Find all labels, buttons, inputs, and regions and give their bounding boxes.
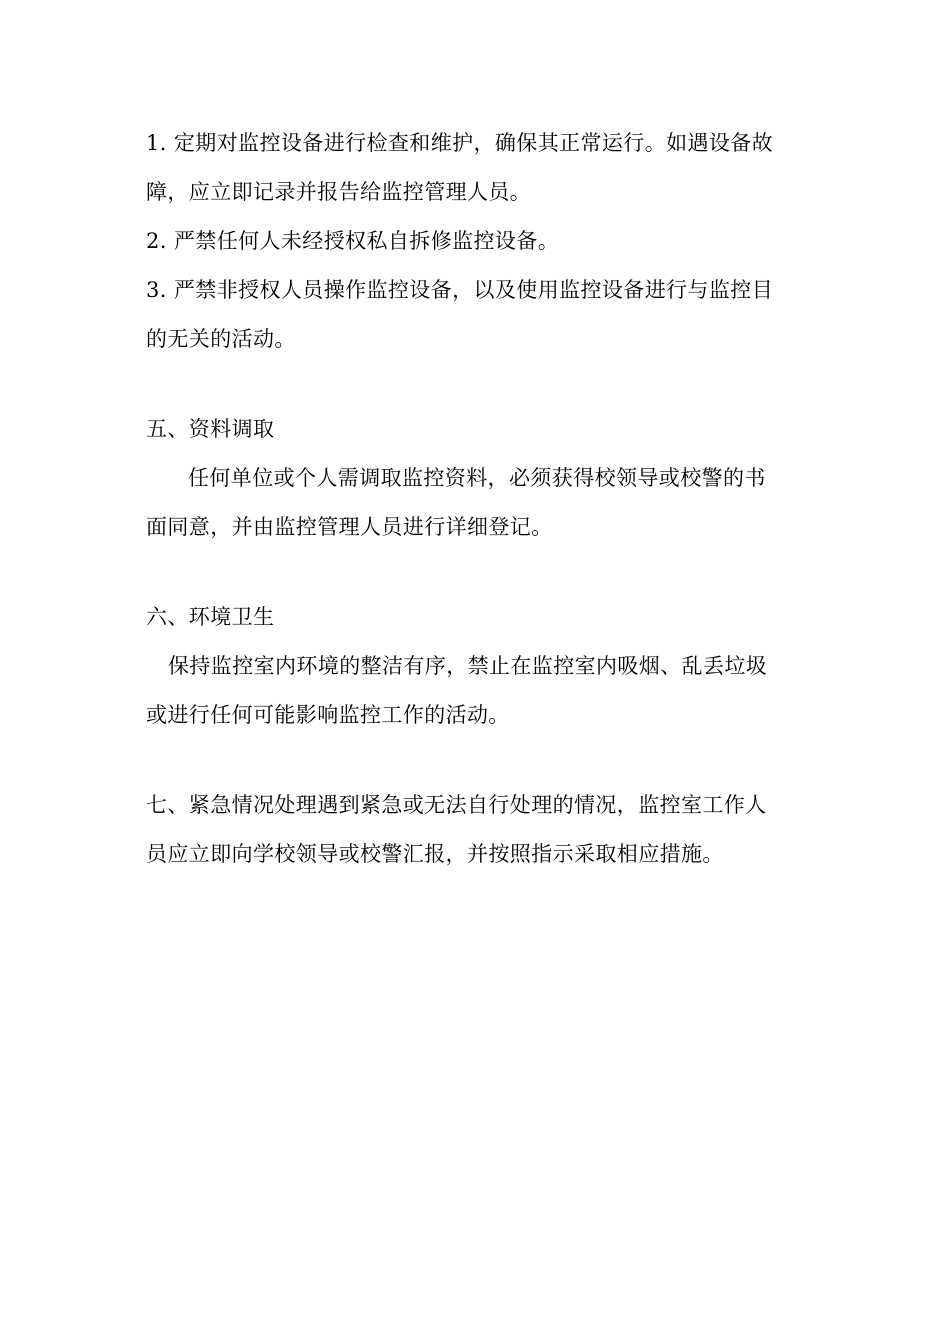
section-7-line-1: 七、紧急情况处理遇到紧急或无法自行处理的情况，监控室工作人 — [146, 793, 767, 817]
section-5-heading: 五、资料调取 — [146, 417, 275, 441]
list-item-1-line-2: 障，应立即记录并报告给监控管理人员。 — [146, 180, 532, 204]
section-6-line-2: 或进行任何可能影响监控工作的活动。 — [146, 703, 510, 727]
section-5-line-2: 面同意，并由监控管理人员进行详细登记。 — [146, 515, 553, 539]
section-6-body — [146, 651, 806, 730]
section-6-line-1: 保持监控室内环境的整洁有序，禁止在监控室内吸烟、乱丢垃圾 — [168, 654, 768, 678]
list-item-1-line-1: 1. 定期对监控设备进行检查和维护，确保其正常运行。如遇设备故 — [146, 131, 774, 155]
list-item-2-line-1: 2. 严禁任何人未经授权私自拆修监控设备。 — [146, 229, 560, 253]
document-page — [146, 128, 806, 869]
section-7-line-2: 员应立即向学校领导或校警汇报，并按照指示采取相应措施。 — [146, 842, 724, 866]
section-6-heading: 六、环境卫生 — [146, 605, 275, 629]
list-item-3 — [146, 275, 806, 354]
list-item-3-line-1: 3. 严禁非授权人员操作监控设备，以及使用监控设备进行与监控目 — [146, 278, 774, 302]
list-item-2 — [146, 226, 806, 256]
list-item-3-line-2: 的无关的活动。 — [146, 327, 296, 351]
section-7-body — [146, 790, 806, 869]
section-5-line-1: 任何单位或个人需调取监控资料，必须获得校领导或校警的书 — [188, 466, 766, 490]
list-item-1 — [146, 128, 806, 207]
section-5-body — [146, 463, 806, 542]
